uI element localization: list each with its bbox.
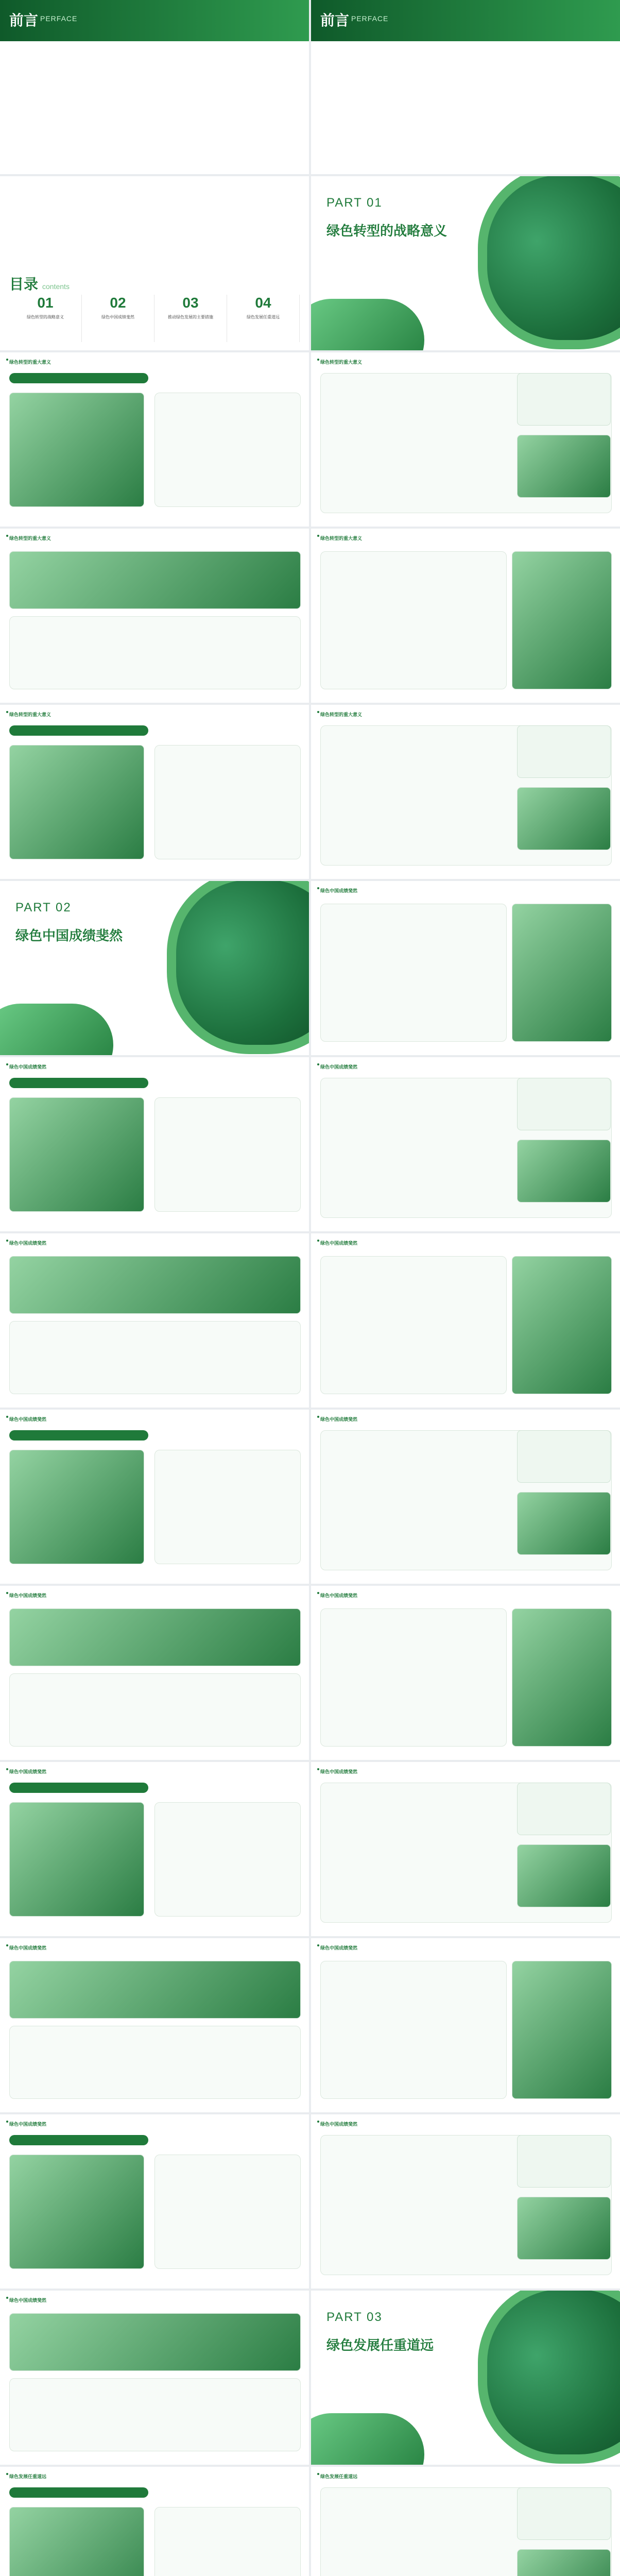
- text-card: [154, 2507, 301, 2576]
- slide-8[interactable]: [311, 529, 620, 703]
- section-title: 绿色中国成绩斐然: [9, 1945, 47, 1951]
- photo: [9, 2507, 144, 2576]
- section-marker-icon: [317, 1768, 319, 1770]
- slide-28[interactable]: [311, 2291, 620, 2465]
- text-card: [320, 1608, 507, 1747]
- slide-10[interactable]: [311, 705, 620, 879]
- text-card: [154, 393, 301, 507]
- section-marker-icon: [6, 2121, 8, 2123]
- part-title: 绿色发展任重道远: [326, 2337, 434, 2353]
- section-marker-icon: [6, 1063, 8, 1065]
- part-hero-image: [478, 2291, 620, 2464]
- highlight-bar: [9, 1430, 148, 1440]
- section-marker-icon: [6, 2473, 8, 2475]
- section-title: 绿色中国成绩斐然: [320, 1064, 358, 1070]
- section-marker-icon: [317, 359, 319, 361]
- section-marker-icon: [6, 1768, 8, 1770]
- section-marker-icon: [317, 887, 319, 889]
- banner-photo: [9, 551, 301, 609]
- section-marker-icon: [6, 535, 8, 537]
- slide-9[interactable]: [0, 705, 309, 879]
- contents-item[interactable]: [82, 295, 154, 342]
- photo: [9, 1097, 144, 1212]
- contents-item[interactable]: [9, 295, 82, 342]
- photo: [9, 393, 144, 507]
- slide-3[interactable]: [0, 176, 309, 350]
- section-title: 绿色转型的重大意义: [9, 712, 51, 717]
- photo: [517, 435, 611, 498]
- photo: [517, 787, 611, 850]
- text-card: [320, 1961, 507, 2099]
- part-title: 绿色转型的战略意义: [326, 223, 447, 239]
- contents-item-label: 绿色中国成绩斐然: [101, 315, 134, 319]
- slide-1[interactable]: [0, 0, 309, 174]
- highlight-bar: [9, 725, 148, 736]
- photo: [512, 1608, 612, 1747]
- slide-2[interactable]: [311, 0, 620, 174]
- section-marker-icon: [317, 1592, 319, 1594]
- side-panel: [517, 2135, 611, 2188]
- side-panel: [517, 373, 611, 426]
- slide-18[interactable]: [311, 1410, 620, 1584]
- section-marker-icon: [6, 2297, 8, 2299]
- slide-23[interactable]: [0, 1938, 309, 2112]
- slide-11[interactable]: [0, 881, 309, 1055]
- contents-items: [9, 295, 300, 342]
- section-title: 绿色转型的重大意义: [320, 360, 363, 365]
- section-title: 绿色转型的重大意义: [9, 360, 51, 365]
- section-title: 绿色中国成绩斐然: [320, 1945, 358, 1951]
- slide-21[interactable]: [0, 1762, 309, 1936]
- photo: [517, 2549, 611, 2576]
- slide-17[interactable]: [0, 1410, 309, 1584]
- preface-title: 前言: [320, 12, 350, 28]
- section-title: 绿色中国成绩斐然: [9, 2122, 47, 2127]
- preface-subtitle: PERFACE: [40, 14, 78, 23]
- slide-22[interactable]: [311, 1762, 620, 1936]
- text-card: [154, 1450, 301, 1564]
- text-card: [9, 616, 301, 689]
- preface-header: [0, 0, 309, 41]
- contents-title: [9, 273, 70, 294]
- banner-photo: [9, 1256, 301, 1314]
- section-marker-icon: [317, 1944, 319, 1946]
- text-card: [154, 1097, 301, 1212]
- photo: [9, 1450, 144, 1564]
- contents-item[interactable]: [154, 295, 227, 342]
- text-card: [320, 1256, 507, 1394]
- contents-item-number: 03: [182, 295, 199, 311]
- text-card: [9, 1321, 301, 1394]
- slide-19[interactable]: [0, 1586, 309, 1760]
- text-card: [154, 745, 301, 859]
- contents-item-number: 04: [255, 295, 271, 311]
- photo: [517, 1140, 611, 1202]
- preface-title: 前言: [9, 12, 39, 28]
- contents-item-number: 02: [110, 295, 126, 311]
- banner-photo: [9, 1608, 301, 1666]
- photo: [517, 1844, 611, 1907]
- part-hero-image: [478, 176, 620, 349]
- slide-12[interactable]: [311, 881, 620, 1055]
- banner-photo: [9, 2313, 301, 2371]
- section-marker-icon: [6, 1416, 8, 1418]
- preface-body: [9, 47, 300, 161]
- slide-14[interactable]: [311, 1057, 620, 1231]
- slide-5[interactable]: [0, 352, 309, 527]
- text-card: [9, 2378, 301, 2451]
- section-marker-icon: [317, 1416, 319, 1418]
- photo: [9, 2155, 144, 2269]
- photo: [512, 1961, 612, 2099]
- contents-item-label: 推动绿色发展的主要措施: [168, 315, 213, 319]
- side-panel: [517, 1078, 611, 1130]
- part-title: 绿色中国成绩斐然: [15, 928, 123, 943]
- slide-7[interactable]: [0, 529, 309, 703]
- photo: [512, 1256, 612, 1394]
- section-title: 绿色转型的重大意义: [320, 536, 363, 541]
- part-label: PART 01: [326, 196, 383, 210]
- section-marker-icon: [6, 1944, 8, 1946]
- section-marker-icon: [6, 359, 8, 361]
- text-card: [154, 2155, 301, 2269]
- section-title: 绿色中国成绩斐然: [320, 1769, 358, 1774]
- section-title: 绿色发展任重道远: [9, 2474, 47, 2479]
- slide-30[interactable]: [311, 2467, 620, 2576]
- highlight-bar: [9, 373, 148, 383]
- highlight-bar: [9, 1783, 148, 1793]
- contents-item[interactable]: [227, 295, 300, 342]
- slide-27[interactable]: [0, 2291, 309, 2465]
- section-title: 绿色转型的重大意义: [9, 536, 51, 541]
- photo: [512, 551, 612, 689]
- section-title: 绿色中国成绩斐然: [9, 1064, 47, 1070]
- section-marker-icon: [317, 1063, 319, 1065]
- text-card: [320, 551, 507, 689]
- section-title: 绿色中国成绩斐然: [320, 1593, 358, 1598]
- side-panel: [517, 1783, 611, 1835]
- section-title: 绿色转型的重大意义: [320, 712, 363, 717]
- part-decor-wave: [311, 2413, 424, 2465]
- section-title: 绿色中国成绩斐然: [320, 1417, 358, 1422]
- photo: [9, 1802, 144, 1917]
- section-title: 绿色中国成绩斐然: [320, 1241, 358, 1246]
- part-hero-image: [167, 881, 309, 1054]
- section-title: 绿色中国成绩斐然: [9, 1593, 47, 1598]
- slide-26[interactable]: [311, 2114, 620, 2289]
- photo: [517, 2197, 611, 2260]
- side-panel: [517, 1430, 611, 1483]
- slide-16[interactable]: [311, 1233, 620, 1408]
- section-title: 绿色中国成绩斐然: [320, 2122, 358, 2127]
- slide-4[interactable]: [311, 176, 620, 350]
- photo: [512, 904, 612, 1042]
- part-label: PART 03: [326, 2310, 383, 2324]
- contents-item-number: 01: [37, 295, 54, 311]
- text-card: [9, 2026, 301, 2099]
- section-marker-icon: [317, 1240, 319, 1242]
- part-decor-wave: [311, 299, 424, 350]
- contents-item-label: 绿色发展任重道远: [247, 315, 280, 319]
- section-title: 绿色中国成绩斐然: [320, 888, 358, 893]
- slide-24[interactable]: [311, 1938, 620, 2112]
- section-marker-icon: [317, 711, 319, 713]
- section-marker-icon: [317, 535, 319, 537]
- section-title: 绿色中国成绩斐然: [9, 1241, 47, 1246]
- part-decor-wave: [0, 1004, 113, 1055]
- section-title: 绿色中国成绩斐然: [9, 1769, 47, 1774]
- slide-29[interactable]: [0, 2467, 309, 2576]
- text-card: [9, 1673, 301, 1747]
- photo: [9, 745, 144, 859]
- contents-title-zh: 目录: [9, 276, 39, 292]
- section-marker-icon: [317, 2473, 319, 2475]
- highlight-bar: [9, 2487, 148, 2498]
- preface-subtitle: PERFACE: [351, 14, 389, 23]
- section-title: 绿色发展任重道远: [320, 2474, 358, 2479]
- text-card: [320, 904, 507, 1042]
- contents-item-label: 绿色转型的战略意义: [27, 315, 64, 319]
- part-label: PART 02: [15, 901, 72, 914]
- section-marker-icon: [6, 711, 8, 713]
- slide-13[interactable]: [0, 1057, 309, 1231]
- contents-title-en: contents: [42, 282, 70, 291]
- side-panel: [517, 725, 611, 778]
- slide-20[interactable]: [311, 1586, 620, 1760]
- highlight-bar: [9, 1078, 148, 1088]
- preface-body: [320, 47, 611, 161]
- section-title: 绿色中国成绩斐然: [9, 1417, 47, 1422]
- side-panel: [517, 2487, 611, 2540]
- section-marker-icon: [6, 1240, 8, 1242]
- section-marker-icon: [317, 2121, 319, 2123]
- highlight-bar: [9, 2135, 148, 2145]
- slide-25[interactable]: [0, 2114, 309, 2289]
- text-card: [154, 1802, 301, 1917]
- slide-6[interactable]: [311, 352, 620, 527]
- section-title: 绿色中国成绩斐然: [9, 2298, 47, 2303]
- preface-header: [311, 0, 620, 41]
- banner-photo: [9, 1961, 301, 2019]
- section-marker-icon: [6, 1592, 8, 1594]
- slide-15[interactable]: [0, 1233, 309, 1408]
- photo: [517, 1492, 611, 1555]
